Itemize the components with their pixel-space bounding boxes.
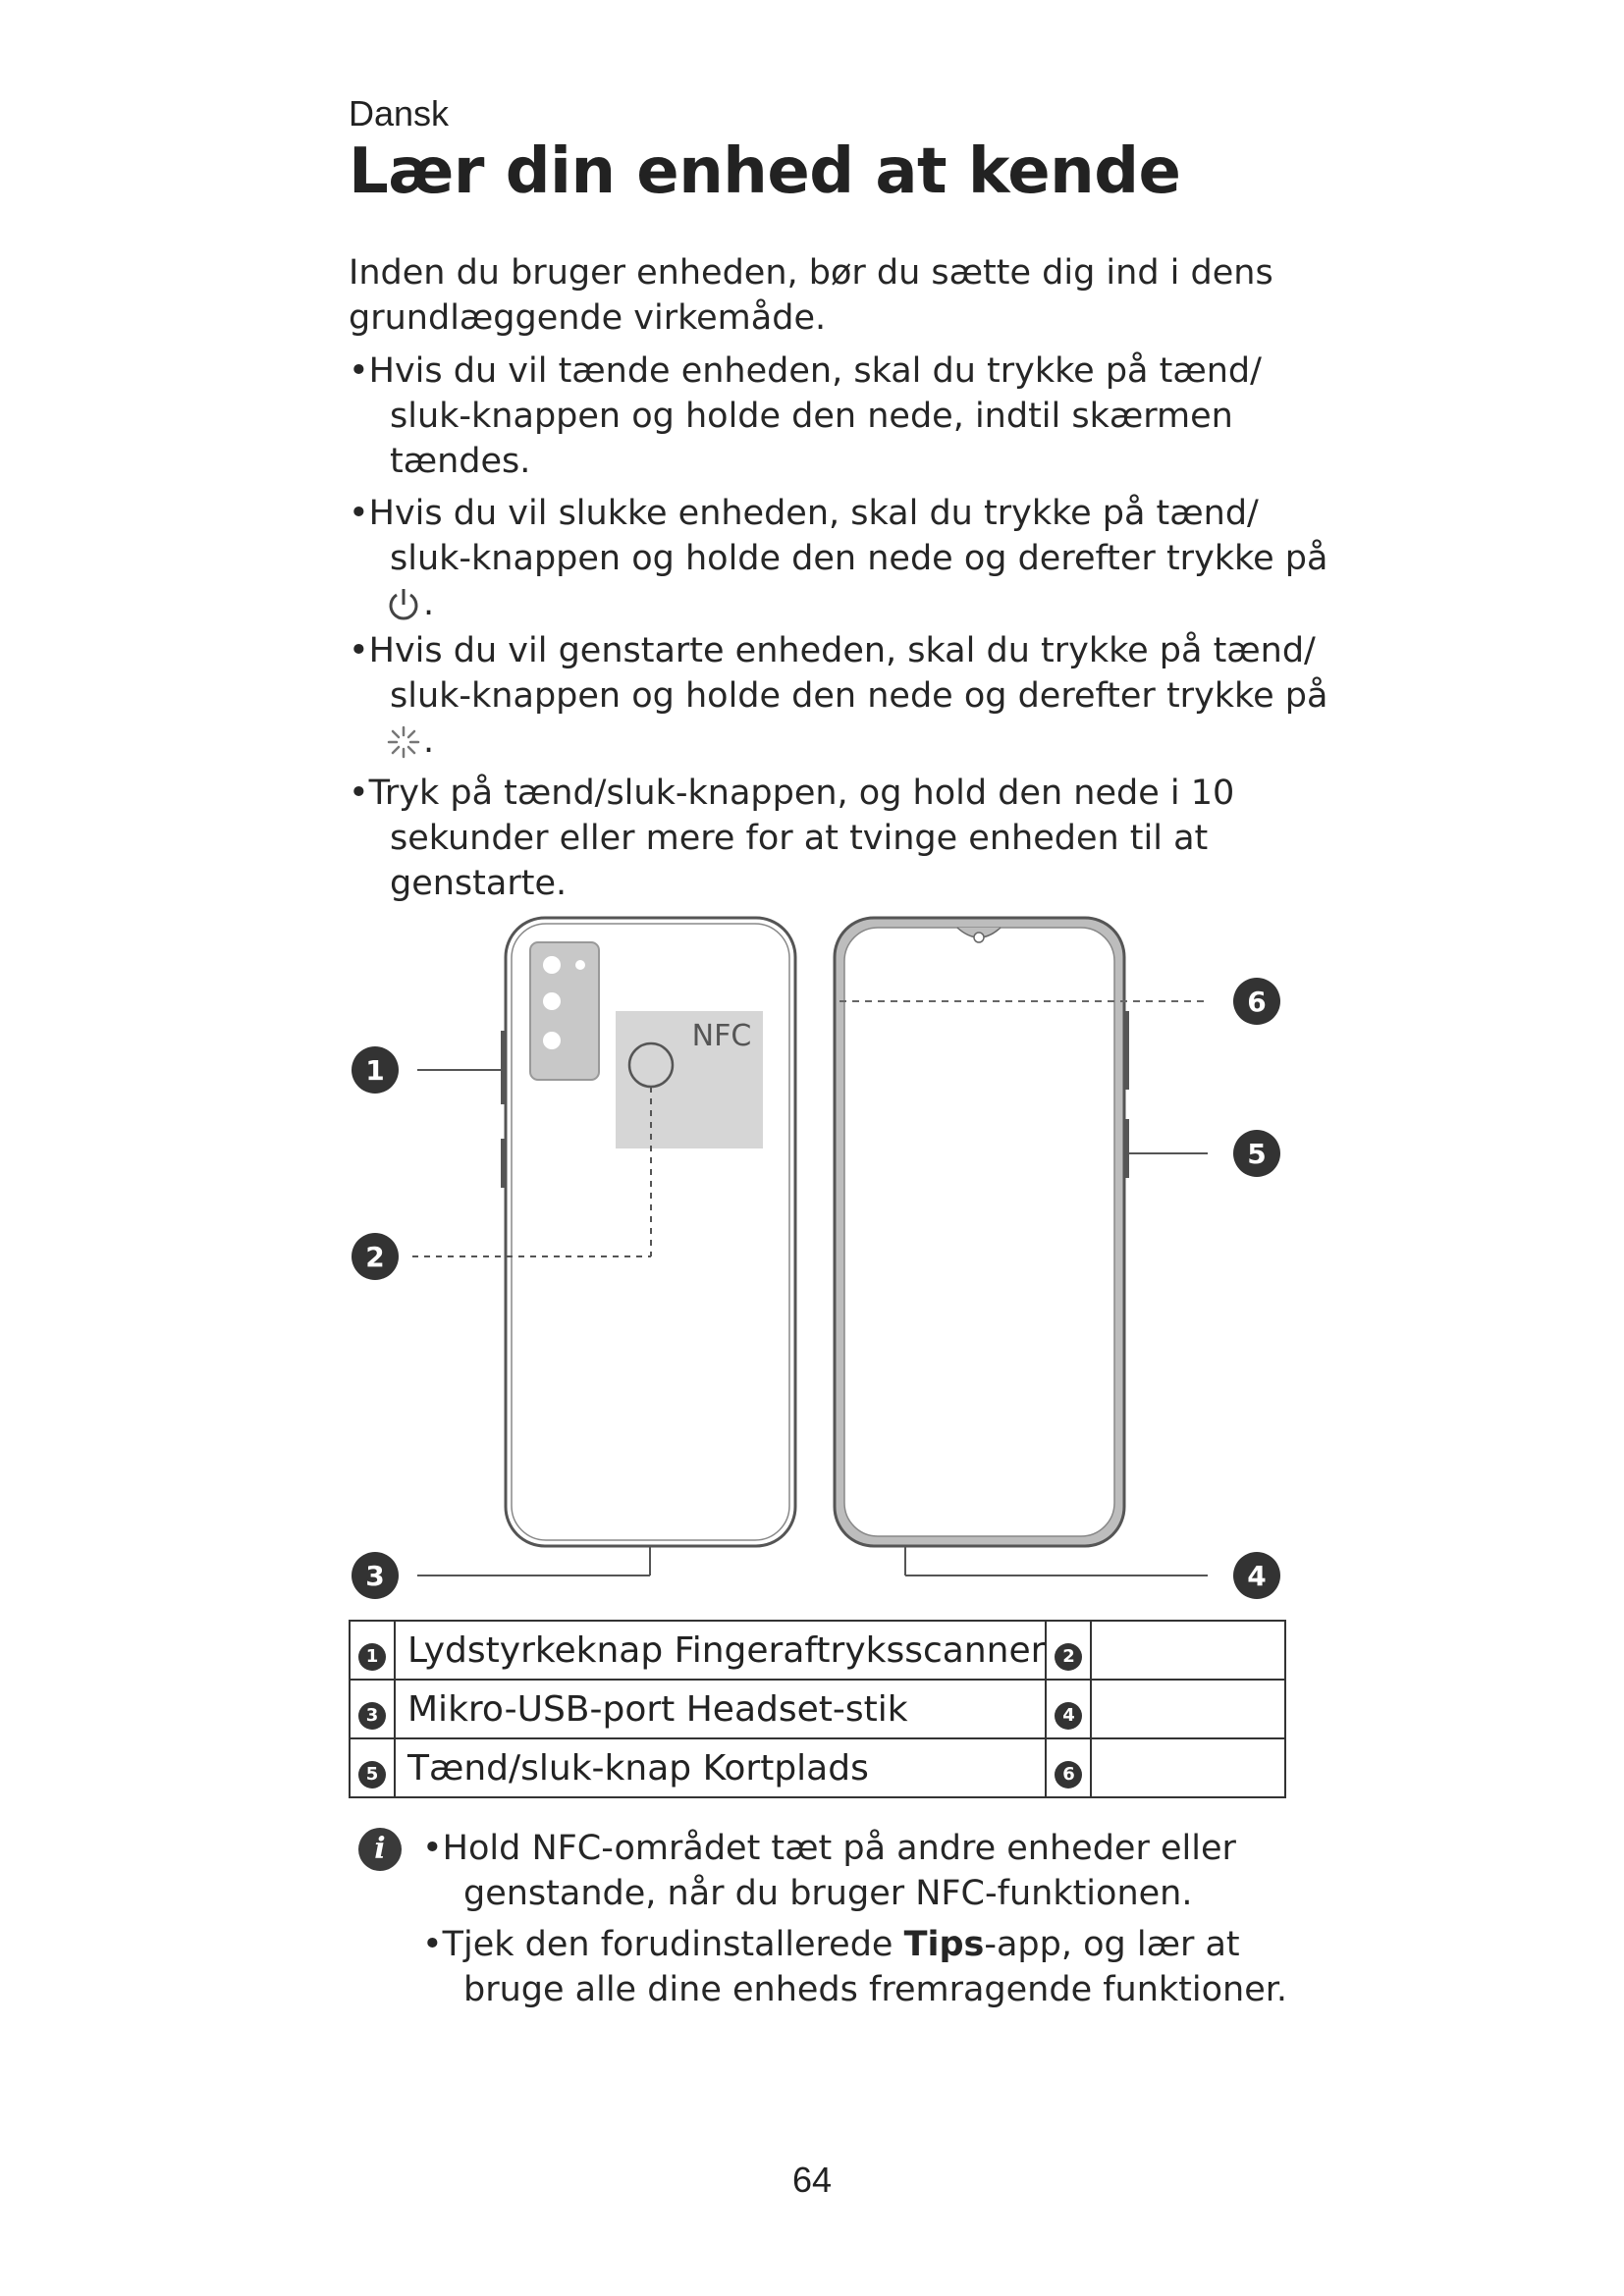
note-line: bruge alle dine enheds fremragende funktioner.: [463, 1970, 1288, 2009]
intro-line: Inden du bruger enheden, bør du sætte dig ind i dens: [349, 253, 1273, 293]
power-button: [1123, 1011, 1129, 1090]
callout-badge: 5: [358, 1761, 386, 1789]
callout-6-label: 6: [1247, 986, 1267, 1018]
note-line: [422, 1925, 1240, 1964]
bullet-suffix: .: [423, 584, 435, 623]
tips-app-name: Tips: [903, 1925, 985, 1964]
flash: [575, 960, 585, 970]
note-nfc: [422, 1826, 1236, 1916]
bullet-restart: [349, 628, 1327, 764]
bullet-line: •Hvis du vil tænde enheden, skal du trykke på tænd/: [349, 351, 1262, 391]
callout-badge: 1: [358, 1643, 386, 1671]
callout-badge: 3: [358, 1702, 386, 1730]
callout-badge: 6: [1055, 1761, 1082, 1789]
note-tips: [422, 1922, 1287, 2012]
bullet-line: •Hvis du vil genstarte enheden, skal du trykke på tænd/: [349, 631, 1316, 670]
bullet-line: sluk-knappen og holde den nede og derefter trykke på: [390, 676, 1328, 716]
page-title: Lær din enhed at kende: [349, 135, 1181, 208]
intro-paragraph: [349, 250, 1273, 341]
device-diagram: [334, 903, 1306, 1610]
note-text: •Tjek den forudinstallerede: [422, 1925, 904, 1964]
bullet-suffix: .: [423, 721, 435, 761]
callout-1-label: 1: [365, 1054, 385, 1087]
bullet-line: •Tryk på tænd/sluk-knappen, og hold den nede i 10: [349, 774, 1235, 813]
page-number: 64: [791, 2160, 833, 2200]
table-cell: Lydstyrkeknap Fingeraftryksscanner: [407, 1629, 1046, 1671]
info-icon: i: [358, 1828, 402, 1871]
table-cell: Tænd/sluk-knap Kortplads: [407, 1747, 869, 1789]
callout-5-label: 5: [1247, 1138, 1267, 1170]
camera-lens: [543, 1032, 561, 1049]
volume-button-back: [501, 1031, 507, 1104]
table-cell: Mikro-USB-port Headset-stik: [407, 1688, 908, 1730]
callout-4-label: 4: [1247, 1560, 1267, 1592]
parts-table: [349, 1620, 1286, 1798]
note-text: -app, og lær at: [984, 1925, 1240, 1964]
nfc-label: NFC: [691, 1019, 752, 1053]
callout-3-label: 3: [365, 1560, 385, 1592]
power-icon: [384, 585, 423, 624]
bullet-line: •Hvis du vil slukke enheden, skal du trykke på tænd/: [349, 494, 1259, 533]
camera-lens: [543, 956, 561, 974]
intro-line: grundlæggende virkemåde.: [349, 298, 827, 338]
callout-badge: 4: [1055, 1702, 1082, 1730]
note-line: genstande, når du bruger NFC-funktionen.: [463, 1874, 1193, 1913]
note-line: •Hold NFC-området tæt på andre enheder eller: [422, 1829, 1236, 1868]
bullet-force-restart: [349, 771, 1234, 906]
bullet-line: genstarte.: [390, 864, 568, 903]
camera-module: [530, 942, 599, 1080]
callout-badge: 2: [1055, 1643, 1082, 1671]
callout-2-label: 2: [365, 1241, 385, 1273]
bullet-line: sluk-knappen og holde den nede, indtil skærmen: [390, 397, 1233, 436]
table-row: [350, 1680, 1285, 1738]
bullet-line: sekunder eller mere for at tvinge enheden til at: [390, 819, 1209, 858]
bullet-line: sluk-knappen og holde den nede og derefter trykke på: [390, 539, 1328, 578]
phone-screen: [844, 928, 1114, 1536]
table-row: [350, 1621, 1285, 1680]
restart-icon: [384, 722, 423, 762]
language-label: Dansk: [349, 93, 450, 133]
bullet-power-on: [349, 348, 1262, 484]
camera-lens: [543, 992, 561, 1010]
bullet-line: tændes.: [390, 442, 531, 481]
table-row: [350, 1738, 1285, 1797]
bullet-power-off: [349, 491, 1327, 626]
